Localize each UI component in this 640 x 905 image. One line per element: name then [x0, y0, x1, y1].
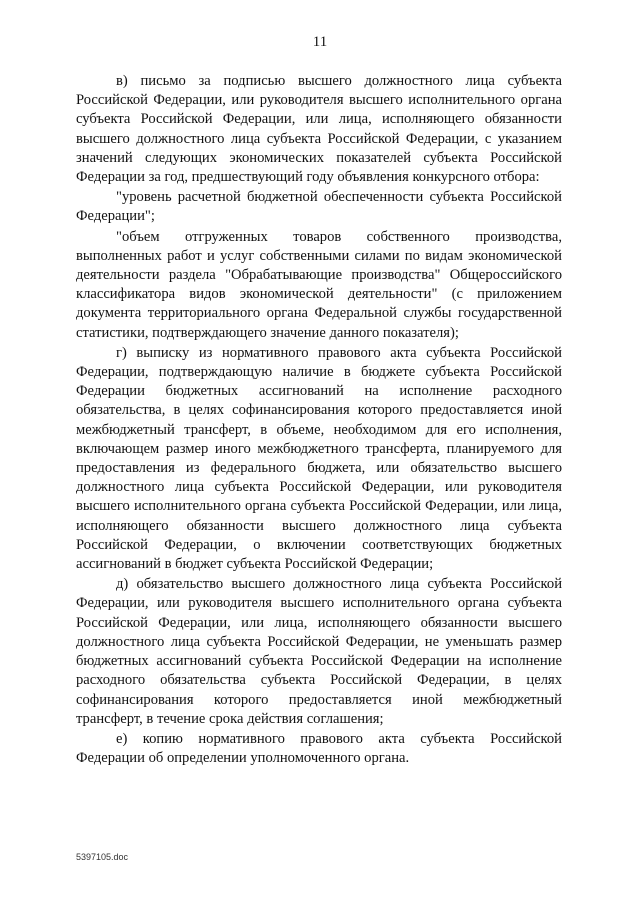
paragraph-g: г) выписку из нормативного правового акта субъекта Российской Федерации, подтверждающую наличие в бюджете субъекта Российской Федерации бюджетных ассигнований на исполнение расходного обязательства, в целях софинансирования которого предоставляется иной межбюджетный трансферт, в объеме, необходимом для его исполнения, включающем размер иного межбюджетного трансферта, планируемого для предоставления из федерального бюджета, или обязательство высшего должностного лица субъекта Российской Федерации, или руководителя высшего исполнительного органа субъекта Российской Федерации, или лица, исполняющего обязанности высшего должностного лица субъекта Российской Федерации, о включении соответствующих бюджетных ассигнований в бюджет субъекта Российской Федерации;	[76, 344, 562, 573]
file-name-footer: 5397105.doc	[76, 852, 129, 862]
paragraph-shipped-goods: "объем отгруженных товаров собственного производства, выполненных работ и услуг собственными силами по видам экономической деятельности раздела "Обрабатывающие производства" Общероссийского классификатора видов экономической деятельности" (с приложением документа территориального органа Федеральной службы государственной статистики, подтверждающего значение данного показателя);	[76, 228, 562, 341]
paragraph-d: д) обязательство высшего должностного лица субъекта Российской Федерации, или руководителя высшего исполнительного органа субъекта Российской Федерации, или лица, исполняющего обязанности высшего должностного лица субъекта Российской Федерации, не уменьшать размер бюджетных ассигнований субъекта Российской Федерации на исполнение расходного обязательства субъекта Российской Федерации, в целях софинансирования которого предоставляется иной межбюджетный трансферт, в течение срока действия соглашения;	[76, 576, 562, 727]
paragraph-v: в) письмо за подписью высшего должностного лица субъекта Российской Федерации, или руководителя высшего исполнительного органа субъекта Российской Федерации, или лица, исполняющего обязанности высшего должностного лица субъекта Российской Федерации, с указанием значений следующих экономических показателей субъекта Российской Федерации за год, предшествующий году объявления конкурсного отбора:	[76, 73, 562, 186]
page-number: 11	[312, 34, 328, 50]
paragraph-budget-level: "уровень расчетной бюджетной обеспеченности субъекта Российской Федерации";	[76, 189, 562, 225]
paragraph-e: е) копию нормативного правового акта субъекта Российской Федерации об определении уполномоченного органа.	[76, 730, 562, 767]
document-body	[76, 72, 562, 769]
